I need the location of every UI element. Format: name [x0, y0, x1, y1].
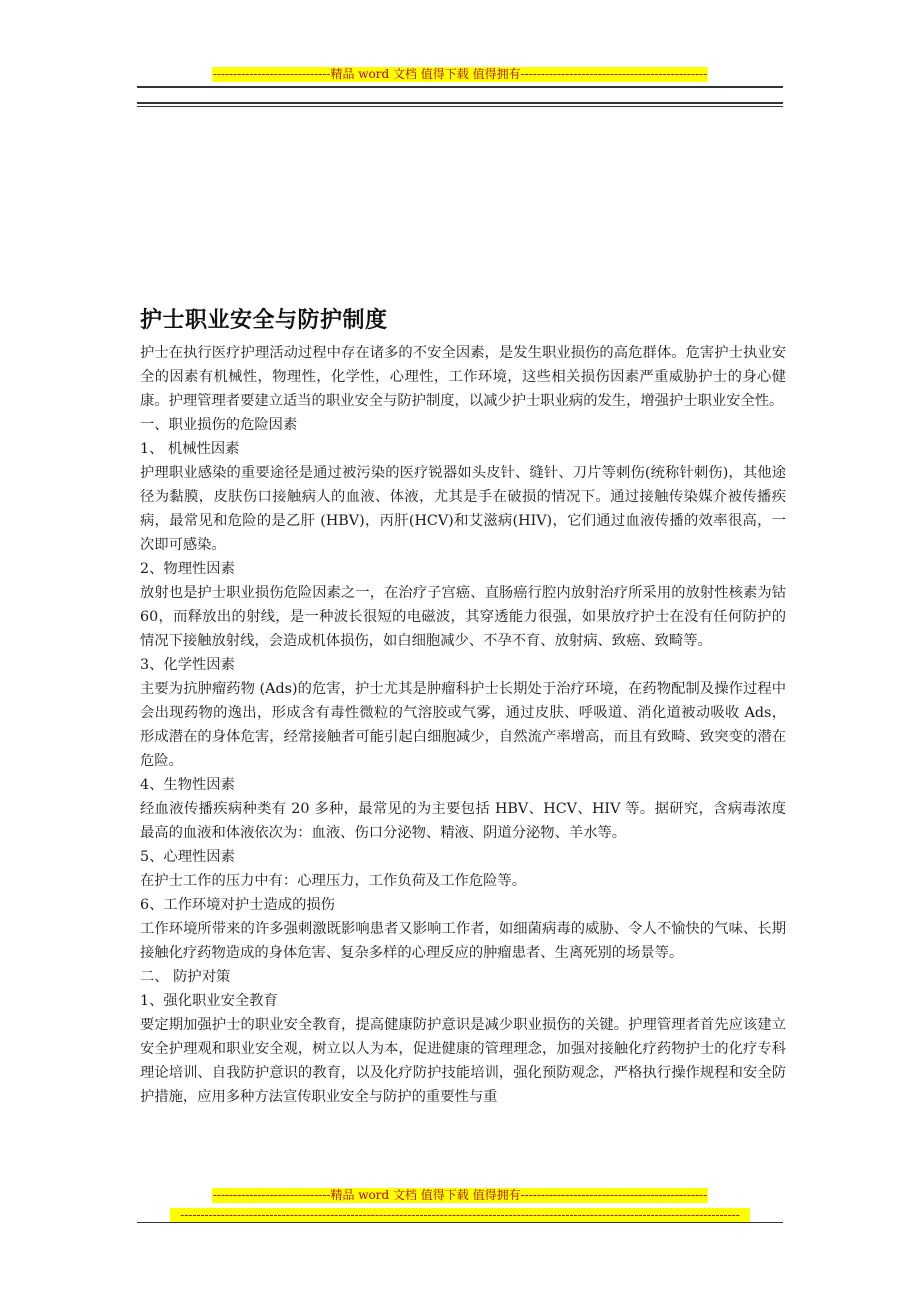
- document-body: [140, 303, 786, 1109]
- section-heading: 一、职业损伤的危险因素: [140, 417, 298, 433]
- section-heading: 2、物理性因素: [140, 561, 235, 577]
- section-heading: 4、生物性因素: [140, 777, 235, 793]
- footer-rule: [137, 1222, 783, 1223]
- section-heading: 1、 机械性因素: [140, 441, 240, 457]
- document-blocks: [140, 341, 786, 1109]
- paragraph: 护士在执行医疗护理活动过程中存在诸多的不安全因素，是发生职业损伤的高危群体。危害护士执业安全的因素有机械性，物理性，化学性，心理性，工作环境，这些相关损伤因素严重威胁护士的身心健康。护理管理者要建立适当的职业安全与防护制度，以减少护士职业病的发生，增强护士职业安全性。: [140, 345, 786, 409]
- footer-banner: -----------------------------精品 word 文档 值得下载 值得拥有----------------------------------------------: [212, 1188, 708, 1202]
- document-title: 护士职业安全与防护制度: [140, 308, 388, 333]
- section-heading: 1、强化职业安全教育: [140, 993, 278, 1009]
- paragraph: 在护士工作的压力中有：心理压力，工作负荷及工作危险等。: [140, 873, 527, 889]
- header-banner: -----------------------------精品 word 文档 值得下载 值得拥有----------------------------------------------: [212, 67, 708, 81]
- paragraph: 主要为抗肿瘤药物 (Ads)的危害，护士尤其是肿瘤科护士长期处于治疗环境，在药物配制及操作过程中会出现药物的逸出，形成含有毒性微粒的气溶胶或气雾，通过皮肤、呼吸道、消化道被动吸收 Ads，形成潜在的身体危害，经常接触者可能引起白细胞减少，自然流产率增高，而且有致畸、致突变的潜在危险。: [140, 681, 786, 769]
- section-heading: 二、 防护对策: [140, 969, 231, 985]
- paragraph: 护理职业感染的重要途径是通过被污染的医疗锐器如头皮针、缝针、刀片等刺伤(统称针刺伤)，其他途径为黏膜，皮肤伤口接触病人的血液、体液，尤其是手在破损的情况下。通过接触传染媒介被传播疾病，最常见和危险的是乙肝 (HBV)，丙肝(HCV)和艾滋病(HIV)，它们通过血液传播的效率很高，一次即可感染。: [140, 465, 786, 553]
- section-heading: 5、心理性因素: [140, 849, 235, 865]
- header-rule: [137, 86, 783, 88]
- footer-dashes: ------------------------------------------------------------------------------------------------------------------------------------------: [170, 1208, 750, 1223]
- header-rule-double-upper: [137, 102, 783, 104]
- paragraph: 工作环境所带来的许多强刺激既影响患者又影响工作者，如细菌病毒的威胁、令人不愉快的气味、长期接触化疗药物造成的身体危害、复杂多样的心理反应的肿瘤患者、生离死别的场景等。: [140, 921, 786, 961]
- paragraph: 要定期加强护士的职业安全教育，提高健康防护意识是减少职业损伤的关键。护理管理者首先应该建立安全护理观和职业安全观，树立以人为本，促进健康的管理理念，加强对接触化疗药物护士的化疗专科理论培训、自我防护意识的教育，以及化疗防护技能培训，强化预防观念，严格执行操作规程和安全防护措施，应用多种方法宣传职业安全与防护的重要性与重: [140, 1017, 786, 1105]
- header-rule-double-lower: [137, 106, 783, 107]
- paragraph: 经血液传播疾病种类有 20 多种，最常见的为主要包括 HBV、HCV、HIV 等。据研究，含病毒浓度最高的血液和体液依次为：血液、伤口分泌物、精液、阴道分泌物、羊水等。: [140, 801, 786, 841]
- section-heading: 3、化学性因素: [140, 657, 235, 673]
- paragraph: 放射也是护士职业损伤危险因素之一，在治疗子宫癌、直肠癌行腔内放射治疗所采用的放射性核素为钴 60，而释放出的射线，是一种波长很短的电磁波，其穿透能力很强，如果放疗护士在没有任何防护的情况下接触放射线，会造成机体损伤，如白细胞减少、不孕不育、放射病、致癌、致畸等。: [140, 585, 786, 649]
- section-heading: 6、工作环境对护士造成的损伤: [140, 897, 335, 913]
